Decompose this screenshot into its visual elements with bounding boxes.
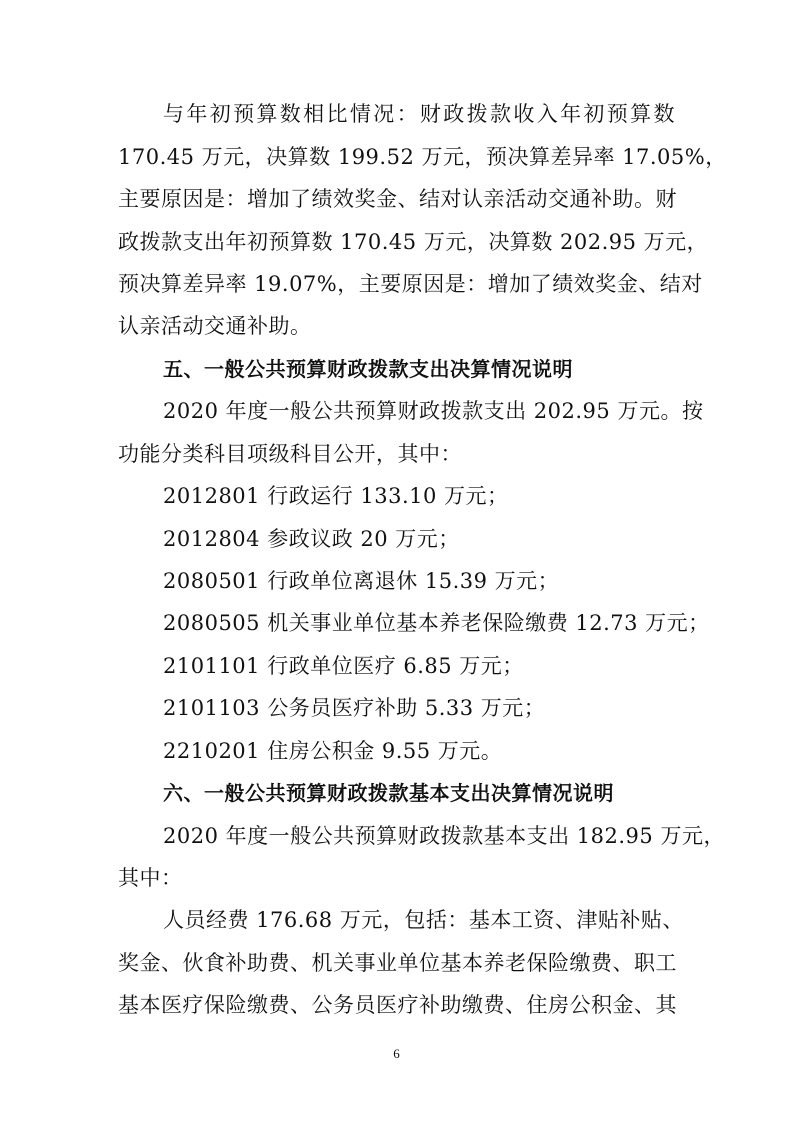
section-heading-5: 五、一般公共预算财政拨款支出决算情况说明 [163, 357, 573, 381]
list-item: 2101103 公务员医疗补助 5.33 万元； [163, 696, 546, 720]
paragraph-line: 与年初预算数相比情况：财政拨款收入年初预算数 [163, 102, 675, 126]
paragraph-line: 认亲活动交通补助。 [118, 314, 312, 338]
paragraph-line: 2020 年度一般公共预算财政拨款基本支出 182.95 万元， [163, 824, 725, 848]
paragraph-line: 预决算差异率 19.07%，主要原因是：增加了绩效奖金、结对 [118, 272, 703, 296]
paragraph-line: 主要原因是：增加了绩效奖金、结对认亲活动交通补助。财 [118, 187, 677, 211]
paragraph-line: 2020 年度一般公共预算财政拨款支出 202.95 万元。按 [163, 399, 704, 423]
paragraph-line: 奖金、伙食补助费、机关事业单位基本养老保险缴费、职工 [118, 951, 677, 975]
paragraph-line: 政拨款支出年初预算数 170.45 万元，决算数 202.95 万元， [118, 230, 709, 254]
list-item: 2210201 住房公积金 9.55 万元。 [163, 739, 503, 763]
paragraph-line: 170.45 万元，决算数 199.52 万元，预决算差异率 17.05%， [118, 145, 727, 169]
list-item: 2101101 行政单位医疗 6.85 万元； [163, 654, 524, 678]
paragraph-line: 人员经费 176.68 万元，包括：基本工资、津贴补贴、 [163, 908, 684, 932]
list-item: 2012804 参政议政 20 万元； [163, 527, 460, 551]
paragraph-line: 基本医疗保险缴费、公务员医疗补助缴费、住房公积金、其 [118, 993, 677, 1017]
list-item: 2080501 行政单位离退休 15.39 万元； [163, 569, 560, 593]
paragraph-line: 功能分类科目项级科目公开，其中： [118, 442, 462, 466]
section-heading-6: 六、一般公共预算财政拨款基本支出决算情况说明 [163, 781, 614, 805]
paragraph-line: 其中： [118, 866, 183, 890]
list-item: 2080505 机关事业单位基本养老保险缴费 12.73 万元； [163, 611, 710, 635]
list-item: 2012801 行政运行 133.10 万元； [163, 484, 509, 508]
page-number: 6 [393, 1046, 400, 1061]
